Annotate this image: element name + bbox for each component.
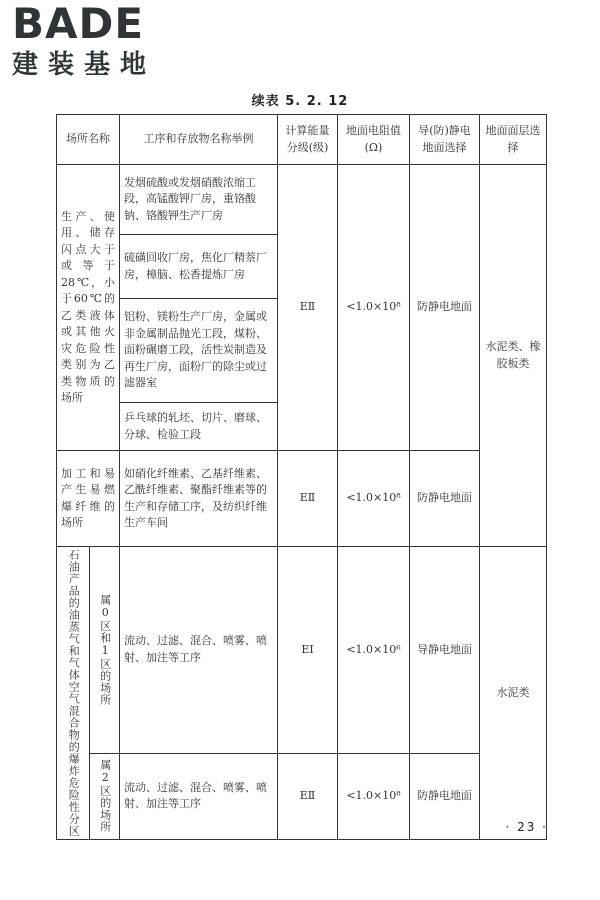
selection-cell: 防静电地面: [410, 451, 480, 547]
page-number: · 23 ·: [505, 820, 548, 834]
header-selection: 导(防)静电地面选择: [410, 115, 480, 165]
grade-cell: EⅡ: [278, 165, 338, 451]
grade-cell: EⅠ: [278, 547, 338, 754]
layer-cell: 水泥类: [480, 547, 547, 840]
logo-subtitle: 建装基地: [12, 50, 157, 80]
process-cell: 铝粉、镁粉生产厂房，金属或非金属制品抛光工段，煤粉、面粉碾磨工段，活性炭制造及再生厂房，面粉厂的除尘或过滤器室: [120, 299, 278, 403]
header-process: 工序和存放物名称举例: [120, 115, 278, 165]
place-group-3-text: 石油产品的油蒸气和气体空气混合物的爆炸危险性分区: [67, 549, 81, 837]
table-row: [57, 753, 547, 839]
zone-0-1-cell: [90, 547, 120, 754]
place-group-3: [57, 547, 90, 840]
zone-2-text: 属2区的场所: [98, 759, 112, 834]
layer-cell: 水泥类、橡胶板类: [480, 165, 547, 547]
process-cell: 如硝化纤维素、乙基纤维素、乙酰纤维素、聚酯纤维素等的生产和存储工序，及纺织纤维生产车间: [120, 451, 278, 547]
table-caption: 续表 5. 2. 12: [251, 94, 349, 109]
logo-brand-text: BADE: [12, 0, 145, 48]
resistance-cell: <1.0×10⁸: [338, 165, 410, 451]
floor-spec-table: [56, 114, 547, 840]
resistance-cell: <1.0×10⁶: [338, 547, 410, 754]
grade-cell: EⅡ: [278, 451, 338, 547]
place-group-1: 生产、使用、储存闪点大于或等于28℃，小于60℃的乙类液体或其他火灾危险性类别为乙类物质的场所: [57, 165, 120, 451]
resistance-cell: <1.0×10⁸: [338, 753, 410, 839]
header-row: [57, 115, 547, 165]
selection-cell: 导静电地面: [410, 547, 480, 754]
brand-logo: [12, 2, 182, 92]
header-resistance: 地面电阻值(Ω): [338, 115, 410, 165]
process-cell: 流动、过滤、混合、喷雾、喷射、加注等工序: [120, 753, 278, 839]
header-layer: 地面面层选择: [480, 115, 547, 165]
table-row: [57, 165, 547, 235]
header-place: 场所名称: [57, 115, 120, 165]
process-cell: 硫磺回收厂房，焦化厂精萘厂房，樟脑、松香提炼厂房: [120, 235, 278, 299]
zone-0-1-text: 属0区和1区的场所: [98, 593, 112, 706]
selection-cell: 防静电地面: [410, 165, 480, 451]
process-cell: 乒乓球的轧坯、切片、磨球、分球、检验工段: [120, 403, 278, 451]
process-cell: 流动、过滤、混合、喷雾、喷射、加注等工序: [120, 547, 278, 754]
place-group-2: 加工和易产生易燃爆纤维的场所: [57, 451, 120, 547]
resistance-cell: <1.0×10⁸: [338, 451, 410, 547]
selection-cell: 防静电地面: [410, 753, 480, 839]
grade-cell: EⅡ: [278, 753, 338, 839]
header-grade: 计算能量分级(级): [278, 115, 338, 165]
table-row: [57, 451, 547, 547]
table-row: [57, 547, 547, 754]
zone-2-cell: [90, 753, 120, 839]
process-cell: 发烟硫酸或发烟硝酸浓缩工段，高锰酸钾厂房，重铬酸钠、铬酸钾生产厂房: [120, 165, 278, 235]
